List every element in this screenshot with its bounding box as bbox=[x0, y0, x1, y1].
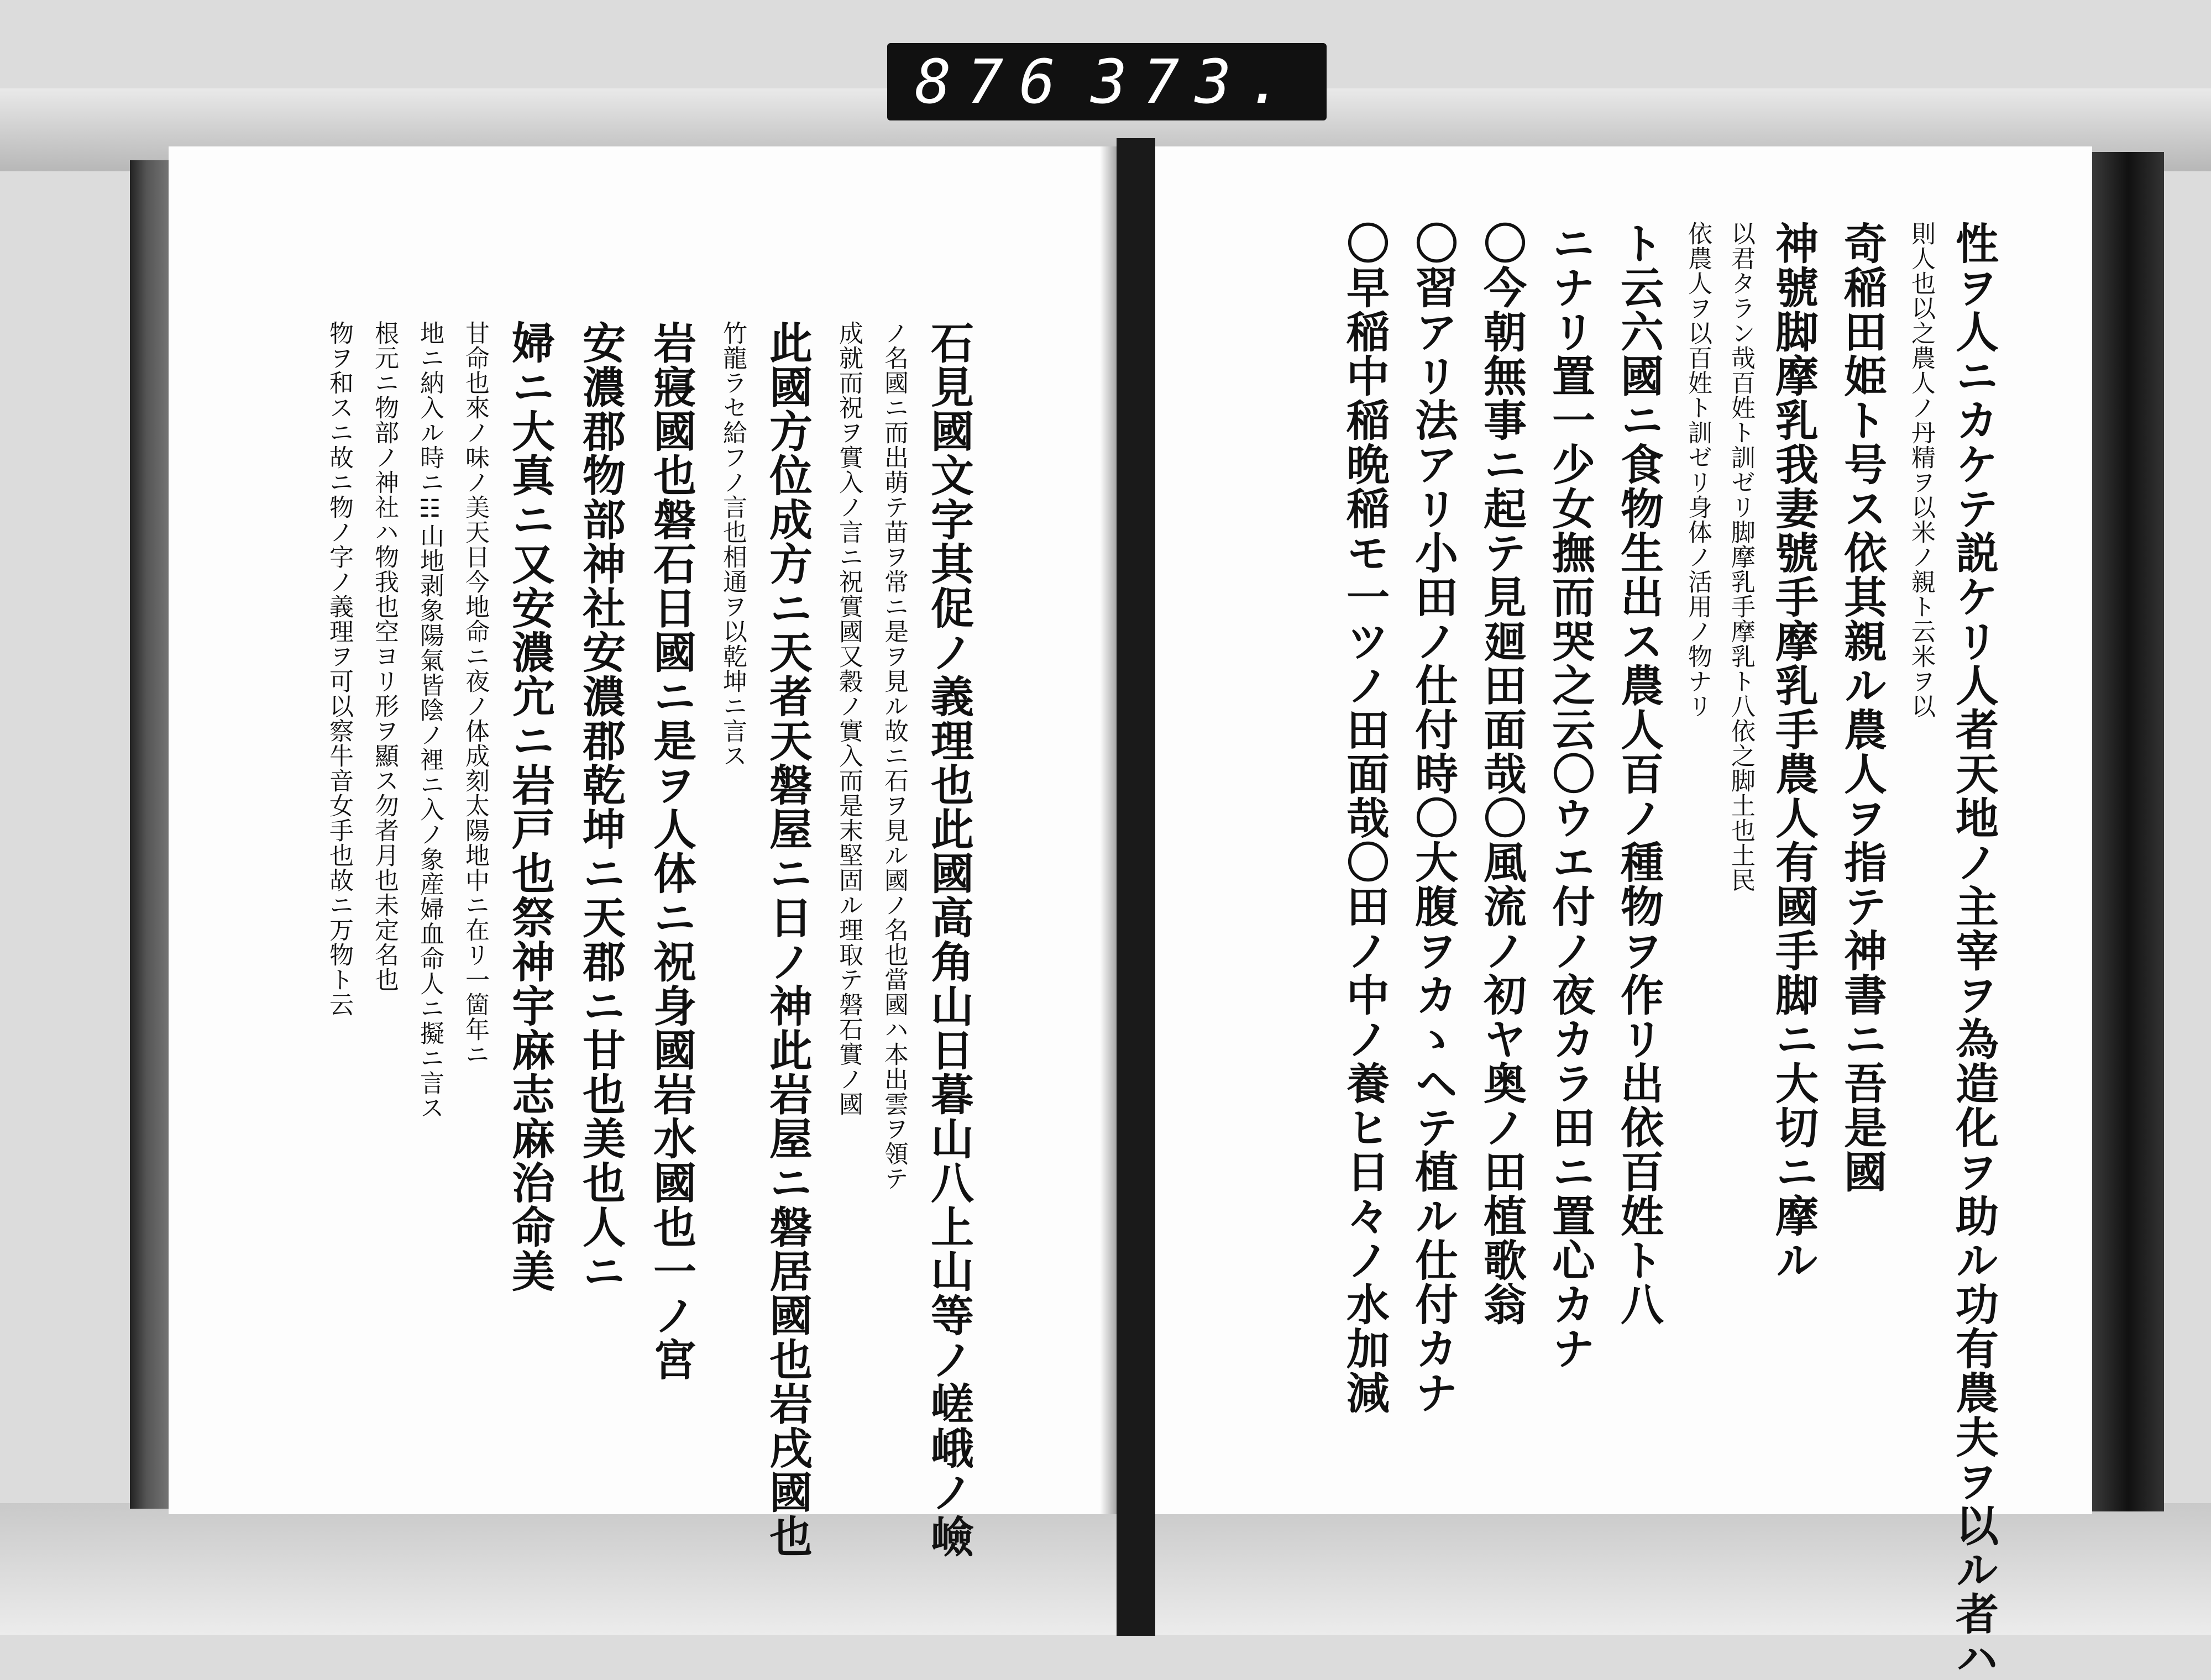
right-page-column: 奇稲田姫ト号ス依其親ル農人ヲ指テ神書ニ吾是國 bbox=[1837, 221, 1887, 1194]
right-page-column: 〇早稲中稲晩稲モ一ツノ田面哉〇田ノ中ノ養ヒ日々ノ水加減 bbox=[1339, 221, 1390, 1415]
archive-label bbox=[887, 43, 1327, 120]
left-page-column: 甘命也來ノ味ノ美天日今地命ニ夜ノ体成刻太陽地中ニ在リ一箇年ニ bbox=[461, 321, 489, 1067]
right-page-column: ニナリ置一少女撫而哭之云〇ウエ付ノ夜カラ田ニ置心カナ bbox=[1545, 221, 1595, 1371]
right-page-column: 依農人ヲ以百姓ト訓ゼリ身体ノ活用ノ物ナリ bbox=[1684, 221, 1712, 718]
left-page-column: 物ヲ和スニ故ニ物ノ字ノ義理ヲ可以察牛音女手也故ニ万物ト云 bbox=[325, 321, 353, 1017]
right-page-column: 則人也以之農人ノ丹精ヲ以米ノ親ト云米ヲ以 bbox=[1907, 221, 1935, 718]
left-page-edge bbox=[130, 160, 171, 1509]
left-page-column: 安濃郡物部神社安濃郡乾坤ニ天郡ニ甘也美也人ニ bbox=[575, 321, 626, 1293]
left-page-column: 婦ニ大真ニ又安濃宂ニ岩戸也祭神宇麻志麻治命美 bbox=[505, 321, 555, 1293]
left-page-column: 岩寢國也磐石日國ニ是ヲ人体ニ祝身國岩水國也一ノ宮 bbox=[646, 321, 696, 1382]
right-page-column: ト云六國ニ食物生出ス農人百ノ種物ヲ作リ出依百姓ト八 bbox=[1613, 221, 1664, 1326]
left-page bbox=[169, 146, 1130, 1558]
left-page-column: ノ名國ニ而出萌テ苗ヲ常ニ是ヲ見ル故ニ石ヲ見ル國ノ名也當國ハ本出雲ヲ領テ bbox=[880, 321, 908, 1191]
left-page-column: 成就而祝ヲ實入ノ言ニ祝實國又穀ノ實入而是末堅固ル理取テ磐石實ノ國 bbox=[835, 321, 863, 1116]
left-page-column: 此國方位成方ニ天者天磐屋ニ日ノ神此岩屋ニ磐居國也岩戌國也 bbox=[762, 321, 813, 1558]
right-page-column: 〇習アリ法アリ小田ノ仕付時〇大腹ヲカゝヘテ植ル仕付カナ bbox=[1408, 221, 1458, 1415]
right-page-column: 神號脚摩乳我妻號手摩乳手農人有國手脚ニ大切ニ摩ル bbox=[1768, 221, 1819, 1282]
label-left-number: 876 bbox=[915, 46, 1071, 117]
right-page-column: 以君タラン哉百姓ト訓ゼリ脚摩乳手摩乳ト八依之脚土也土民 bbox=[1727, 221, 1755, 893]
right-page-edge bbox=[2092, 152, 2164, 1511]
right-page bbox=[1152, 146, 2092, 1680]
label-right-number: 373. bbox=[1091, 46, 1299, 117]
spine-shadow bbox=[1100, 146, 1117, 1514]
bottom-shadow bbox=[0, 1503, 2211, 1635]
left-page-column: 地ニ納入ル時ニ☷山地剥象陽氣皆陰ノ裡ニ入ノ象産婦血命人ニ擬ニ言ス bbox=[416, 321, 444, 1120]
right-page-column: 〇今朝無事ニ起テ見廻田面哉〇風流ノ初ヤ奥ノ田植歌翁 bbox=[1476, 221, 1527, 1326]
left-page-column: 石見國文字其促ノ義理也此國高角山日暮山八上山等ノ嵯峨ノ嶮 bbox=[924, 321, 974, 1558]
right-page-column: 性ヲ人ニカケテ説ケリ人者天地ノ主宰ヲ為造化ヲ助ル功有農夫ヲ以ル者ハ bbox=[1948, 221, 1999, 1680]
left-page-column: 竹龍ラセ給フノ言也相通ヲ以乾坤ニ言ス bbox=[719, 321, 747, 768]
left-page-column: 根元ニ物部ノ神社ハ物我也空ヨリ形ヲ顯ス勿者月也未定名也 bbox=[370, 321, 399, 992]
book-spine bbox=[1117, 138, 1155, 1636]
